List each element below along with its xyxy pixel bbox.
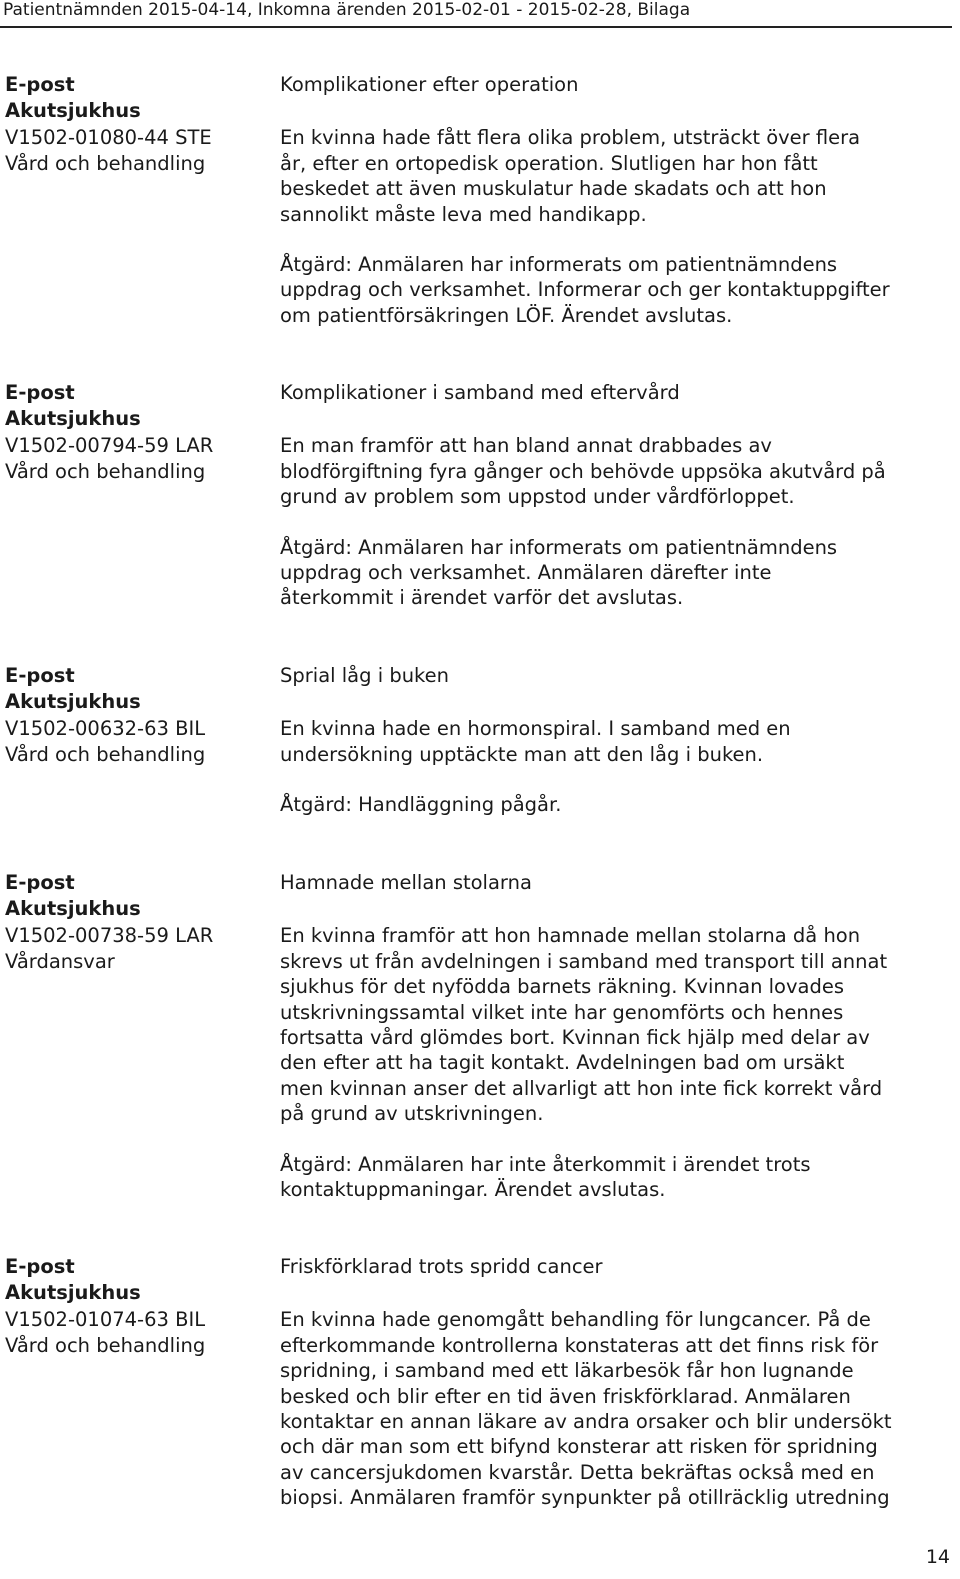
case-description: En kvinna hade en hormonspiral. I samband med en undersökning upptäckte man att den låg i buken. [280,717,791,766]
case-content [280,870,950,1202]
case-description: En kvinna framför att hon hamnade mellan stolarna då hon skrevs ut från avdelningen i samband med transport till annat sjukhus för det nyfödda barnets räkning. Kvinnan lovades utskrivningssamtal vilket inte har genomförts och hennes fortsatta vård glömdes bort. Kvinnan fick hjälp med delar av den efter att ha tagit kontakt. Avdelningen bad om ursäkt men kvinnan anser det allvarligt att hon inte fick korrekt vård på grund av utskrivningen. [280,924,888,1126]
case-content [280,72,950,328]
case-description: En kvinna hade genomgått behandling för lungcancer. På de efterkommande kontrollerna konstateras att det finns risk för spridning, i samband med ett läkarbesök får hon lugnande besked och blir efter en tid även friskförklarad. Anmälaren kontaktar en annan läkare av andra orsaker och blir undersökt och där man som ett bifynd konsterar att risken för spridning av cancersjukdomen kvarstår. Detta bekräftas också med en biopsi. Anmälaren framför synpunkter på otillräcklig utredning [280,1308,892,1510]
case-content [280,1254,950,1536]
page-header-text: Patientnämnden 2015-04-14, Inkomna ärenden 2015-02-01 - 2015-02-28, Bilaga [3,0,691,20]
case-title: Friskförklarad trots spridd cancer [280,1255,603,1278]
case-channel: E-post [5,381,75,404]
case-id: V1502-00794-59 LAR [5,434,214,457]
case-meta [5,663,265,767]
case-title: Sprial låg i buken [280,664,450,687]
case-category: Vård och behandling [5,151,206,175]
case-meta [5,380,265,484]
case-action: Åtgärd: Anmälaren har informerats om patientnämndens uppdrag och verksamhet. Anmälaren därefter inte återkommit i ärendet varför det avslutas. [280,535,838,610]
case-meta [5,870,265,974]
case-description: En kvinna hade fått flera olika problem, utsträckt över flera år, efter en ortopedisk operation. Slutligen har hon fått beskedet att även muskulatur hade skadats och att hon sannolikt måste leva med handikapp. [280,126,861,226]
case-meta [5,1254,265,1358]
case-category: Vårdansvar [5,949,115,973]
case-unit: Akutsjukhus [5,896,141,920]
case-title: Hamnade mellan stolarna [280,871,532,894]
case-id: V1502-00738-59 LAR [5,924,214,947]
case-id: V1502-01080-44 STE [5,126,212,149]
case-id: V1502-00632-63 BIL [5,717,206,740]
case-action: Åtgärd: Anmälaren har informerats om patientnämndens uppdrag och verksamhet. Informerar och ger kontaktuppgifter om patientförsäkringen LÖF. Ärendet avslutas. [280,253,890,327]
case-content [280,380,950,611]
case-meta [5,72,265,176]
case-action: Åtgärd: Handläggning pågår. [280,793,562,817]
case-channel: E-post [5,871,75,894]
case-unit: Akutsjukhus [5,689,141,713]
case-unit: Akutsjukhus [5,1280,141,1304]
case-category: Vård och behandling [5,742,206,766]
case-channel: E-post [5,664,75,687]
case-id: V1502-01074-63 BIL [5,1308,206,1331]
case-description: En man framför att han bland annat drabbades av blodförgiftning fyra gånger och behövde uppsöka akutvård på grund av problem som uppstod under vårdförloppet. [280,434,886,509]
case-category: Vård och behandling [5,1333,206,1357]
case-content [280,663,950,818]
case-action: Åtgärd: Anmälaren har inte återkommit i ärendet trots kontaktuppmaningar. Ärendet avslutas. [280,1152,811,1202]
case-title: Komplikationer i samband med eftervård [280,381,680,404]
case-unit: Akutsjukhus [5,98,141,122]
page-number: 14 [925,1546,950,1568]
page-header [0,0,952,28]
case-title: Komplikationer efter operation [280,73,579,96]
case-category: Vård och behandling [5,459,206,483]
case-unit: Akutsjukhus [5,406,141,430]
case-channel: E-post [5,1255,75,1278]
case-channel: E-post [5,73,75,96]
